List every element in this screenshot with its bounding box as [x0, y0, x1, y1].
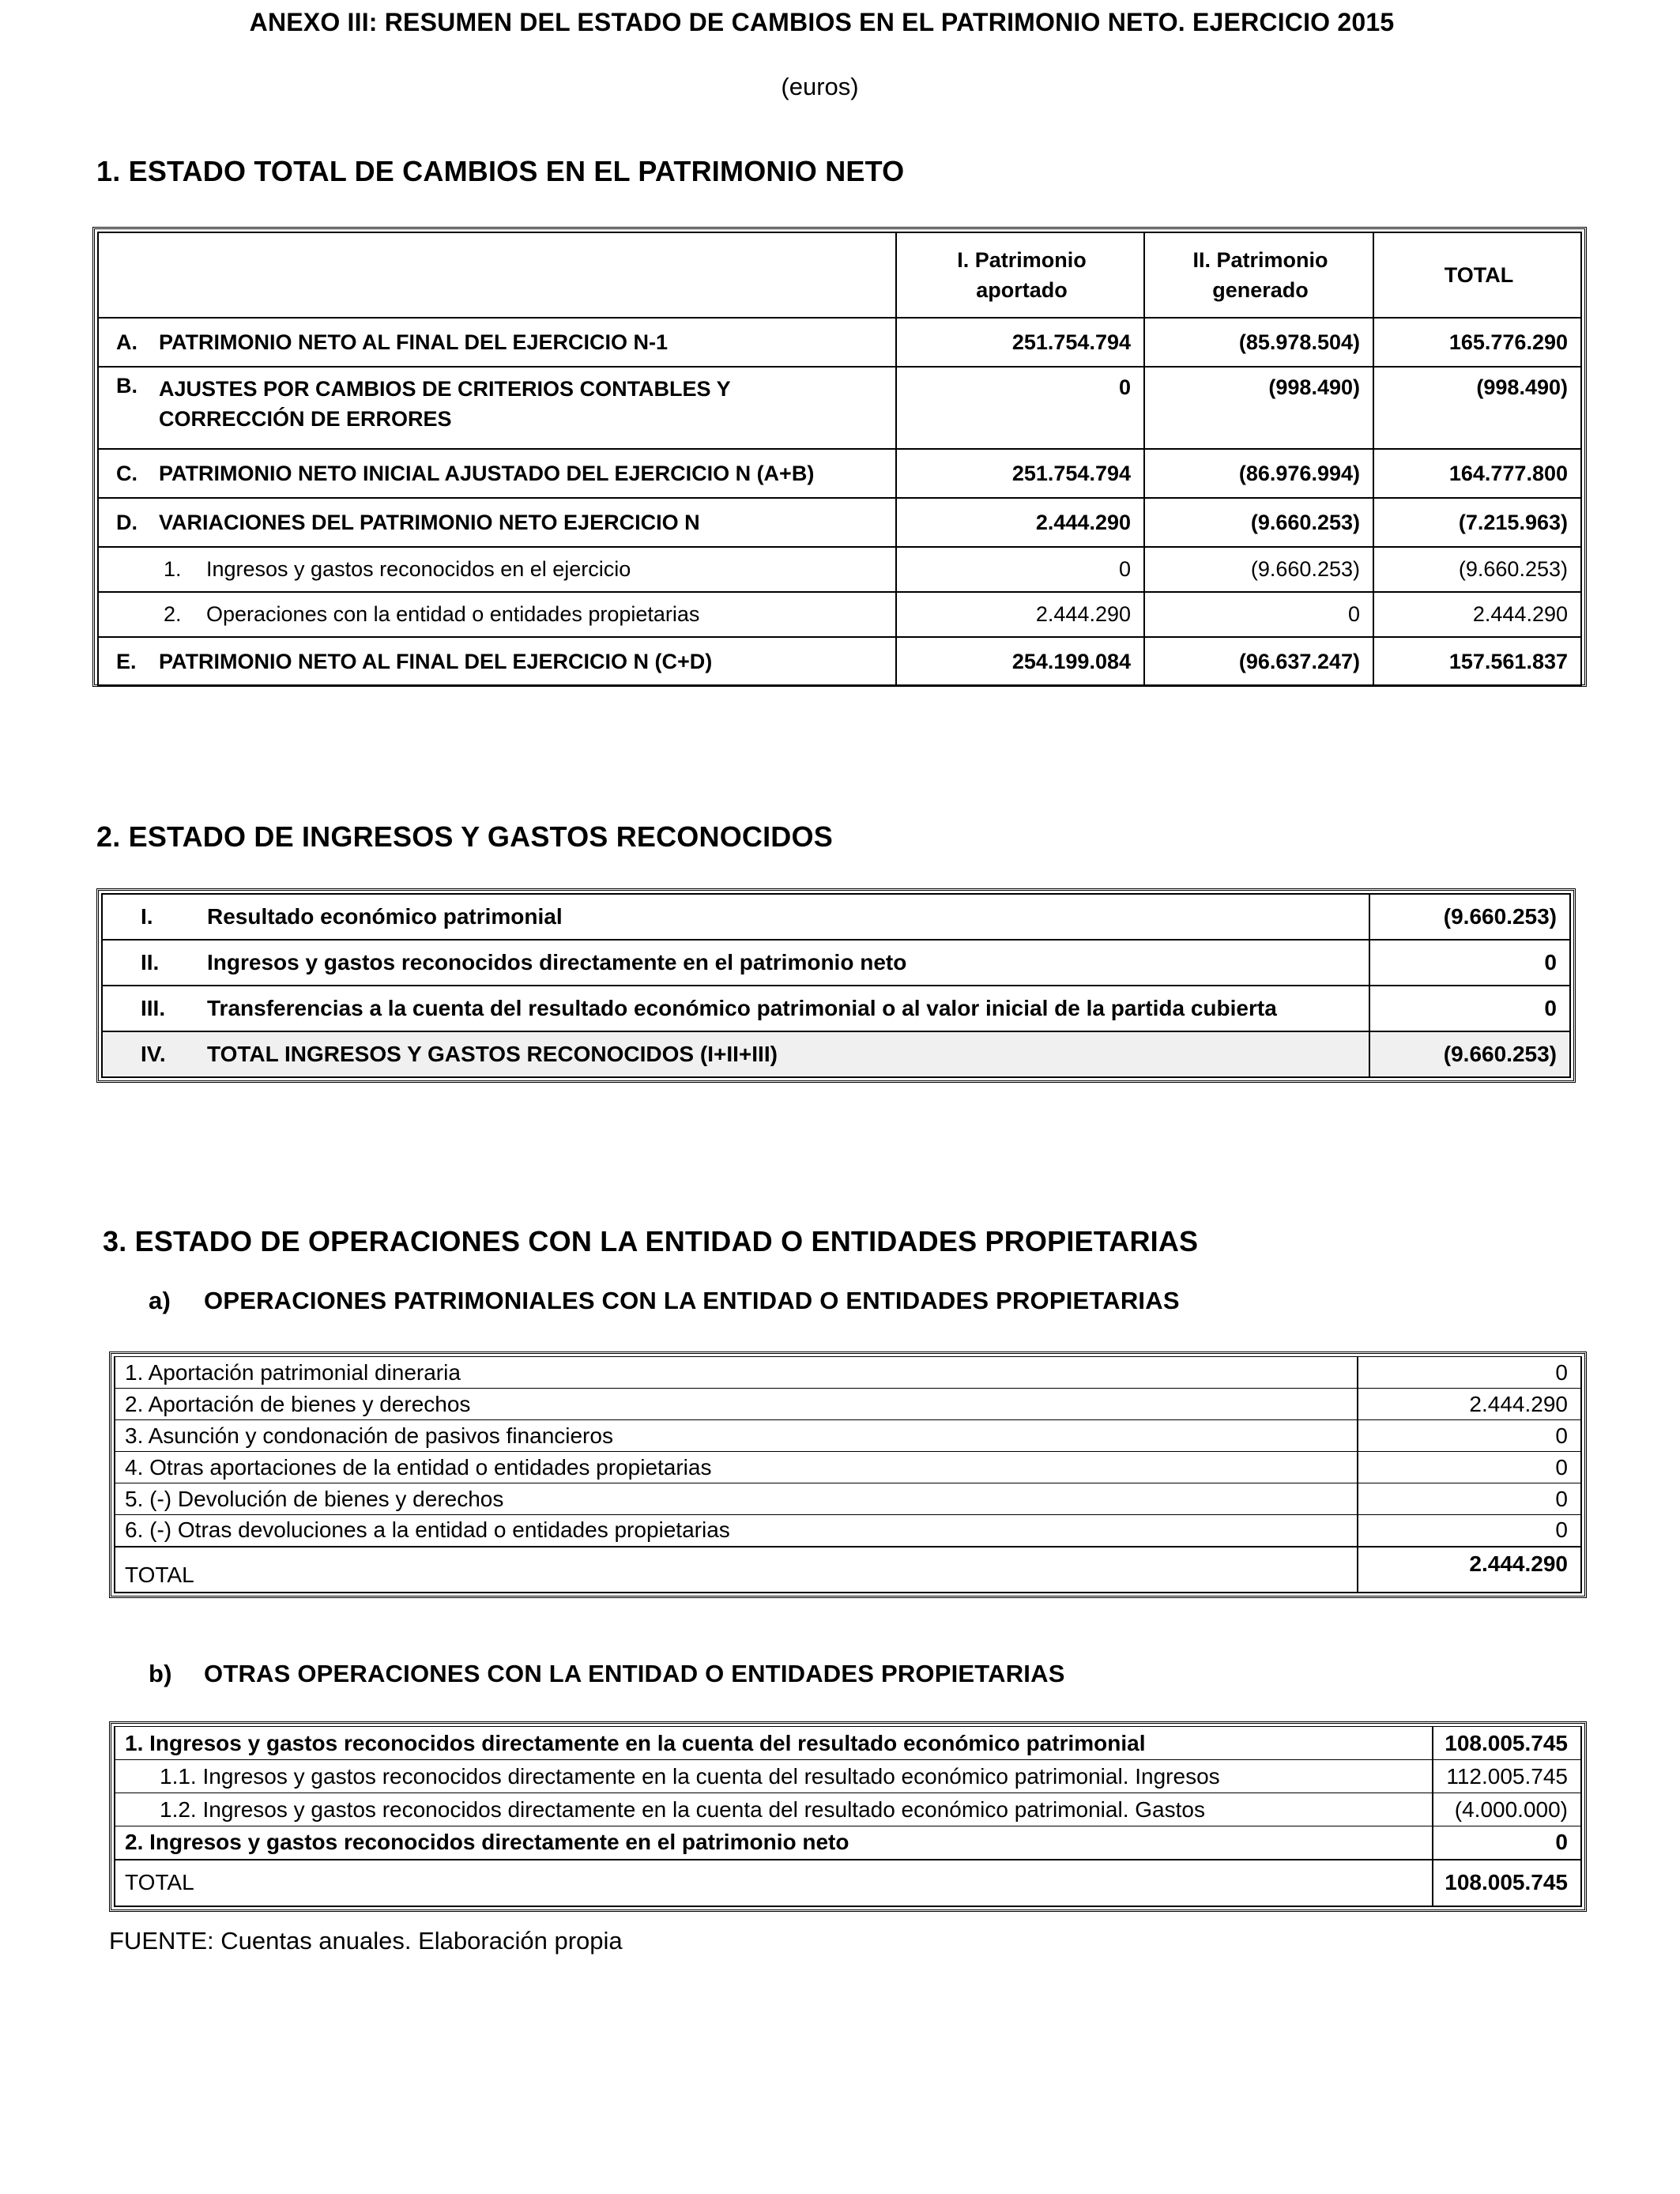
table-row: [98, 367, 1581, 449]
value-cell: 0: [896, 367, 1144, 449]
value-cell: (9.660.253): [1144, 547, 1373, 592]
subsection-label: a): [149, 1287, 171, 1314]
value-cell: (9.660.253): [1369, 1031, 1570, 1077]
value-cell: 0: [1358, 1357, 1581, 1389]
row-label: 1. Ingresos y gastos reconocidos directamente en la cuenta del resultado económico patrimonial: [115, 1727, 1433, 1760]
equity-changes-table: [92, 227, 1587, 687]
row-label: 3. Asunción y condonación de pasivos financieros: [115, 1420, 1358, 1452]
table-row: [98, 498, 1581, 547]
row-key: E.: [116, 649, 137, 673]
total-value: 108.005.745: [1433, 1860, 1581, 1907]
value-cell: 0: [1433, 1826, 1581, 1860]
table-header-row: [98, 232, 1581, 318]
value-cell: (998.490): [1144, 367, 1373, 449]
total-value: 2.444.290: [1358, 1547, 1581, 1593]
value-cell: (7.215.963): [1373, 498, 1581, 547]
column-header-line: aportado: [976, 278, 1068, 302]
value-cell: 2.444.290: [1358, 1389, 1581, 1420]
value-cell: 0: [1358, 1452, 1581, 1483]
row-key: A.: [116, 330, 137, 354]
value-cell: 0: [1358, 1420, 1581, 1452]
row-label: VARIACIONES DEL PATRIMONIO NETO EJERCICIO N: [159, 510, 700, 534]
row-label: 2. Aportación de bienes y derechos: [115, 1389, 1358, 1420]
row-label-cell: [102, 940, 1369, 986]
row-label: 6. (-) Otras devoluciones a la entidad o entidades propietarias: [115, 1515, 1358, 1547]
value-cell: 0: [1358, 1515, 1581, 1547]
row-label-cell: [98, 449, 896, 498]
row-label: AJUSTES POR CAMBIOS DE CRITERIOS CONTABLES Y CORRECCIÓN DE ERRORES: [159, 377, 731, 431]
table-row: [115, 1793, 1581, 1826]
table-row: [102, 894, 1570, 940]
value-cell: 2.444.290: [896, 592, 1144, 637]
row-label: 1.1. Ingresos y gastos reconocidos directamente en la cuenta del resultado económico patrimonial. Ingresos: [115, 1760, 1433, 1793]
row-key: 2.: [164, 602, 182, 626]
value-cell: 2.444.290: [1373, 592, 1581, 637]
value-cell: 164.777.800: [1373, 449, 1581, 498]
other-operations-table: [109, 1721, 1587, 1912]
column-header-line: generado: [1212, 278, 1309, 302]
value-cell: 254.199.084: [896, 637, 1144, 686]
value-cell: 0: [1369, 986, 1570, 1031]
value-cell: (85.978.504): [1144, 318, 1373, 367]
row-key: II.: [141, 950, 160, 974]
row-label-cell: [98, 498, 896, 547]
value-cell: (4.000.000): [1433, 1793, 1581, 1826]
table-total-row: [102, 1031, 1570, 1077]
document-title: ANEXO III: RESUMEN DEL ESTADO DE CAMBIOS EN EL PATRIMONIO NETO. EJERCICIO 2015: [249, 8, 1395, 36]
value-cell: (998.490): [1373, 367, 1581, 449]
column-header-line: II. Patrimonio: [1192, 248, 1328, 272]
source-note: FUENTE: Cuentas anuales. Elaboración propia: [109, 1927, 623, 1955]
table-row: [115, 1483, 1581, 1515]
value-cell: 251.754.794: [896, 318, 1144, 367]
patrimonial-operations-table: [109, 1351, 1587, 1598]
subsection-label: b): [149, 1660, 172, 1687]
table-row: [115, 1389, 1581, 1420]
row-label: 1. Aportación patrimonial dineraria: [115, 1357, 1358, 1389]
section3a-heading: [149, 1287, 1180, 1315]
value-cell: 0: [896, 547, 1144, 592]
row-label: Ingresos y gastos reconocidos en el ejercicio: [206, 557, 631, 581]
table-row: [98, 637, 1581, 686]
value-cell: (9.660.253): [1369, 894, 1570, 940]
value-cell: 165.776.290: [1373, 318, 1581, 367]
value-cell: (9.660.253): [1144, 498, 1373, 547]
row-key: 1.: [164, 557, 182, 581]
section2-heading: 2. ESTADO DE INGRESOS Y GASTOS RECONOCIDOS: [96, 820, 833, 853]
row-label-cell: [102, 986, 1369, 1031]
table-row: [115, 1452, 1581, 1483]
row-label-cell: [98, 318, 896, 367]
value-cell: (9.660.253): [1373, 547, 1581, 592]
row-label-cell: [102, 1031, 1369, 1077]
header-empty-cell: [98, 232, 896, 318]
table-total-row: [115, 1547, 1581, 1593]
value-cell: (86.976.994): [1144, 449, 1373, 498]
value-cell: 2.444.290: [896, 498, 1144, 547]
recognized-income-table: [96, 888, 1576, 1083]
value-cell: 0: [1144, 592, 1373, 637]
table-row: [98, 592, 1581, 637]
row-label-cell: [98, 547, 896, 592]
table-row: [115, 1357, 1581, 1389]
row-label: Ingresos y gastos reconocidos directamente en el patrimonio neto: [207, 950, 907, 974]
value-cell: 112.005.745: [1433, 1760, 1581, 1793]
section3-heading: 3. ESTADO DE OPERACIONES CON LA ENTIDAD O ENTIDADES PROPIETARIAS: [103, 1225, 1199, 1257]
row-label: 4. Otras aportaciones de la entidad o entidades propietarias: [115, 1452, 1358, 1483]
value-cell: 0: [1358, 1483, 1581, 1515]
column-header-line: I. Patrimonio: [957, 248, 1087, 272]
table-row: [115, 1420, 1581, 1452]
row-label: PATRIMONIO NETO AL FINAL DEL EJERCICIO N (C+D): [159, 649, 713, 673]
document-subtitle: (euros): [781, 73, 859, 100]
table-row: [102, 986, 1570, 1031]
value-cell: (96.637.247): [1144, 637, 1373, 686]
table-row: [98, 547, 1581, 592]
table-row: [115, 1760, 1581, 1793]
column-header: [896, 232, 1144, 318]
section1-heading: 1. ESTADO TOTAL DE CAMBIOS EN EL PATRIMONIO NETO: [96, 155, 905, 187]
total-label: TOTAL: [115, 1860, 1433, 1907]
total-label: TOTAL: [115, 1547, 1358, 1593]
table-row: [115, 1826, 1581, 1860]
row-label: 1.2. Ingresos y gastos reconocidos directamente en la cuenta del resultado económico patrimonial. Gastos: [115, 1793, 1433, 1826]
table-total-row: [115, 1860, 1581, 1907]
row-label-cell: [98, 367, 896, 449]
row-key: B.: [116, 374, 137, 398]
row-label-cell: [98, 592, 896, 637]
table-row: [98, 449, 1581, 498]
value-cell: 0: [1369, 940, 1570, 986]
table-row: [98, 318, 1581, 367]
value-cell: 108.005.745: [1433, 1727, 1581, 1760]
row-label: PATRIMONIO NETO INICIAL AJUSTADO DEL EJERCICIO N (A+B): [159, 461, 815, 485]
row-label: PATRIMONIO NETO AL FINAL DEL EJERCICIO N-1: [159, 330, 669, 354]
row-label: TOTAL INGRESOS Y GASTOS RECONOCIDOS (I+II+III): [207, 1042, 778, 1066]
subsection-title: OTRAS OPERACIONES CON LA ENTIDAD O ENTIDADES PROPIETARIAS: [204, 1660, 1065, 1687]
row-key: III.: [141, 996, 166, 1020]
column-header: TOTAL: [1373, 232, 1581, 318]
table-row: [102, 940, 1570, 986]
row-label: 5. (-) Devolución de bienes y derechos: [115, 1483, 1358, 1515]
row-key: IV.: [141, 1042, 166, 1066]
section3b-heading: [149, 1660, 1065, 1688]
value-cell: 157.561.837: [1373, 637, 1581, 686]
row-label-cell: [98, 637, 896, 686]
row-key: I.: [141, 904, 153, 929]
row-key: C.: [116, 461, 137, 485]
row-label: Transferencias a la cuenta del resultado económico patrimonial o al valor inicial de la partida cubierta: [207, 996, 1277, 1020]
row-label: Resultado económico patrimonial: [207, 904, 563, 929]
row-label: Operaciones con la entidad o entidades propietarias: [206, 602, 700, 626]
subsection-title: OPERACIONES PATRIMONIALES CON LA ENTIDAD O ENTIDADES PROPIETARIAS: [204, 1287, 1180, 1314]
value-cell: 251.754.794: [896, 449, 1144, 498]
column-header: [1144, 232, 1373, 318]
table-row: [115, 1515, 1581, 1547]
row-key: D.: [116, 510, 137, 534]
table-row: [115, 1727, 1581, 1760]
row-label-cell: [102, 894, 1369, 940]
row-label: 2. Ingresos y gastos reconocidos directamente en el patrimonio neto: [115, 1826, 1433, 1860]
